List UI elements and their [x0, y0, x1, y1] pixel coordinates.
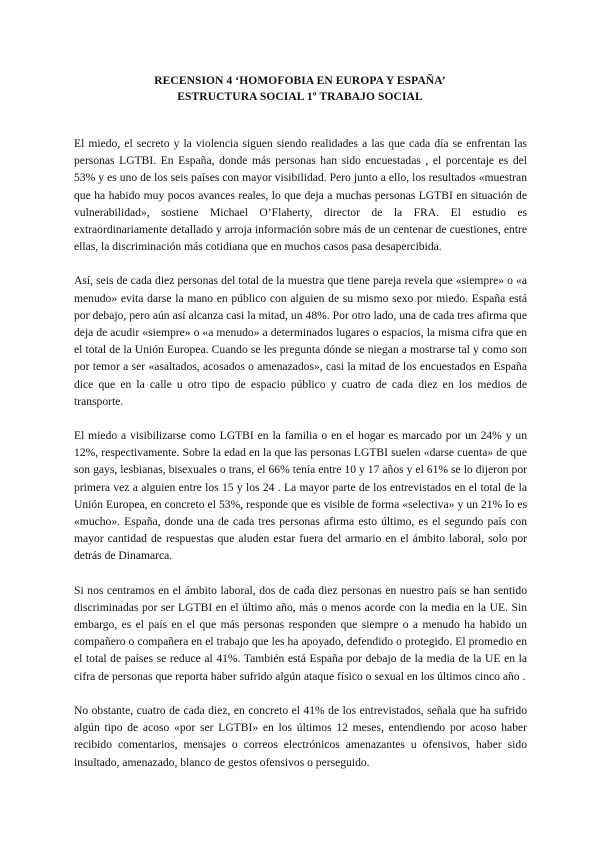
paragraph-1: El miedo, el secreto y la violencia siguen siendo realidades a las que cada día se enfrentan las personas LGTBI. En España, donde más personas han sido encuestadas , el porcentaje es del 53% y es uno de los seis países con mayor visibilidad. Pero junto a ello, los resultados «muestran que ha habido muy pocos avances reales, lo que deja a muchas personas LGTBI en situación de vulnerabilidad», sostiene Michael O’Flaherty, director de la FRA. El estudio es extraordinariamente detallado y arroja información sobre más de un centenar de cuestiones, entre ellas, la discriminación más cotidiana que en muchos casos pasa desapercibida. [74, 137, 527, 254]
title-line-1: RECENSION 4 ‘HOMOFOBIA EN EUROPA Y ESPAÑA’ [154, 75, 446, 87]
paragraph-3: El miedo a visibilizarse como LGTBI en la familia o en el hogar es marcado por un 24% y un 12%, respectivamente. Sobre la edad en la que las personas LGTBI suelen «darse cuenta» de que son gays, lesbianas, bisexuales o trans, el 66% tenía entre 10 y 17 años y el 61% se lo dijeron por primera vez a alguien entre los 15 y los 24 . La mayor parte de los entrevistados en el total de la Unión Europea, en concreto el 53%, responde que es visible de forma «selectiva» y un 21% lo es «mucho». España, donde una de cada tres personas afirma esto último, es el segundo país con mayor cantidad de respuestas que aluden estar fuera del armario en el ámbito laboral, solo por detrás de Dinamarca. [74, 429, 527, 563]
paragraph-5: No obstante, cuatro de cada diez, en concreto el 41% de los entrevistados, señala que ha sufrido algún tipo de acoso «por ser LGTBI» en los últimos 12 meses, entendiendo por acoso haber recibido comentarios, mensajes o correos electrónicos amenazantes u ofensivos, haber sido insultado, amenazado, blanco de gestos ofensivos o perseguido. [74, 703, 527, 769]
document-body [74, 135, 527, 788]
paragraph-2: Así, seis de cada diez personas del total de la muestra que tiene pareja revela que «siempre» o «a menudo» evita darse la mano en público con alguien de su mismo sexo por miedo. España está por debajo, pero aún así alcanza casi la mitad, un 48%. Por otro lado, una de cada tres afirma que deja de acudir «siempre» o «a menudo» a determinados lugares o espacios, la misma cifra que en el total de la Unión Europea. Cuando se les pregunta dónde se niegan a mostrarse tal y como son por temor a ser «asaltados, acosados o amenazados», casi la mitad de los encuestados en España dice que en la calle u otro tipo de espacio público y cuatro de cada diez en los medios de transporte. [74, 274, 527, 408]
paragraph-4: Si nos centramos en el ámbito laboral, dos de cada diez personas en nuestro país se han sentido discriminadas por ser LGTBI en el último año, más o menos acorde con la media en la UE. Sin embargo, es el país en el que más personas responden que siempre o a menudo ha habido un compañero o compañera en el trabajo que les ha apoyado, defendido o protegido. El promedio en el total de países se reduce al 41%. También está España por debajo de la media de la UE en la cifra de personas que reporta haber sufrido algún ataque físico o sexual en los últimos cinco año . [74, 583, 527, 683]
document-title [0, 73, 600, 105]
title-line-2: ESTRUCTURA SOCIAL 1º TRABAJO SOCIAL [177, 91, 423, 103]
